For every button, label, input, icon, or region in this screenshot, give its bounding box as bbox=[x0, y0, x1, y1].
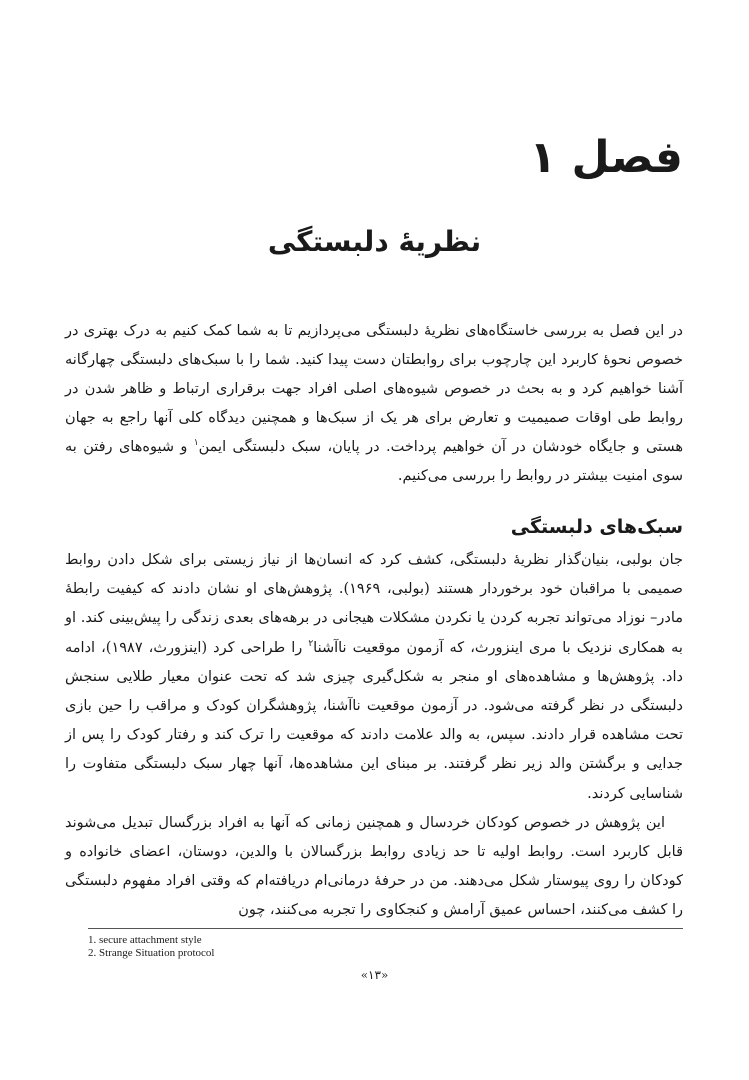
section-heading: سبک‌های دلبستگی bbox=[510, 516, 683, 538]
footnotes bbox=[88, 934, 214, 960]
section-body bbox=[65, 546, 683, 926]
paragraph-1-text-a: جان بولبی، بنیان‌گذار نظریهٔ دلبستگی، کشف کرد که انسان‌ها از نیاز زیستی برای شکل دادن روابط صمیمی با مراقبان خود برخوردار هستند (بولبی، ۱۹۶۹). پژوهش‌های او نشان دادند که کیفیت رابطهٔ مادر– نوزاد می‌تواند تجربه کردن یا نکردن مشکلات هیجانی در برهه‌های بعدی زندگی را پیش‌بینی کند. او به همکاری نزدیک با مری اینزورث، که آزمون موقعیت ناآشنا bbox=[65, 552, 683, 656]
footnote-marker-1: ۱ bbox=[193, 438, 199, 449]
chapter-title: نظریهٔ دلبستگی bbox=[267, 225, 482, 258]
chapter-label: فصل ۱ bbox=[529, 132, 683, 183]
intro-text: در این فصل به بررسی خاستگاه‌های نظریهٔ دلبستگی می‌پردازیم تا به شما کمک کنیم به درک بهتری در خصوص نحوهٔ کاربرد این چارچوب برای روابطتان دست پیدا کنید. شما را با سبک‌های دلبستگی چهارگانه آشنا خواهیم کرد و به بحث در خصوص شیوه‌های اصلی افراد جهت برقراری ارتباط و ظاهر شدن در روابط طی اوقات صمیمیت و تعارض برای هر یک از سبک‌ها و همچنین دیدگاه کلی آنها راجع به جهان هستی و جایگاه خودشان در آن خواهیم پرداخت. در پایان، سبک دلبستگی ایمن bbox=[65, 323, 684, 455]
intro-text-end: و شیوه‌های رفتن به سوی امنیت بیشتر در روابط را بررسی می‌کنیم. bbox=[65, 439, 683, 484]
footnote-1: 1. secure attachment style bbox=[88, 934, 202, 946]
footnote-marker-2: ۲ bbox=[308, 638, 314, 649]
footnote-divider bbox=[88, 928, 683, 929]
section-paragraph-2: این پژوهش در خصوص کودکان خردسال و همچنین زمانی که آنها به افراد بزرگسال تبدیل می‌شوند قابل کاربرد است. روابط اولیه تا حد زیادی روابط بزرگسالان با والدین، دوستان، اعضای خانواده و کودکان را روی پیوستار شکل می‌دهند. من در حرفهٔ درمانی‌ام دریافته‌ام که وقتی افراد مفهوم دلبستگی را کشف می‌کنند، احساس عمیق آرامش و کنجکاوی را تجربه می‌کنند، چون bbox=[65, 814, 683, 919]
footnote-2: 2. Strange Situation protocol bbox=[88, 947, 215, 959]
page-number: «۱۳» bbox=[360, 968, 389, 982]
paragraph-1-text-b: را طراحی کرد (اینزورث، ۱۹۸۷)، ادامه داد. پژوهش‌ها و مشاهده‌های او منجر به شکل‌گیری چیزی شد که تحت عنوان معیار طلایی سنجش دلبستگی در نظر گرفته می‌شود. در آزمون موقعیت ناآشنا، پژوهشگران کودک و مراقب را حین بازی تحت مشاهده قرار دادند. سپس، به والد علامت دادند که موقعیت را ترک کند و رفتار کودک را پس از جدایی و برگشتن والد زیر نظر گرفتند. بر مبنای این مشاهده‌ها، آنها چهار سبک دلبستگی متفاوت را شناسایی کردند. bbox=[65, 639, 683, 802]
intro-paragraph bbox=[65, 317, 683, 491]
section-paragraph-1 bbox=[65, 546, 683, 809]
